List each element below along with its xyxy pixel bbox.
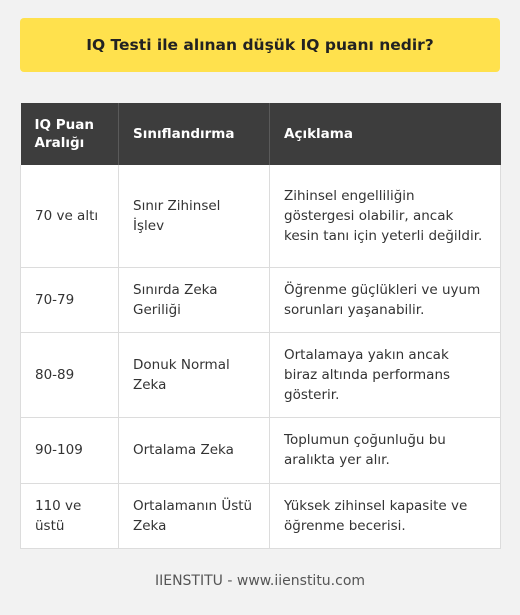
cell-iq-range: 70 ve altı	[21, 165, 119, 267]
cell-classification: Sınırda Zeka Geriliği	[119, 267, 270, 332]
table-row	[21, 267, 501, 332]
cell-classification: Donuk Normal Zeka	[119, 332, 270, 417]
cell-iq-range: 80-89	[21, 332, 119, 417]
table-row	[21, 483, 501, 548]
iq-table	[20, 103, 501, 549]
header-iq-range: IQ Puan Aralığı	[21, 103, 119, 165]
cell-description: Toplumun çoğunluğu bu aralıkta yer alır.	[270, 417, 501, 483]
title-banner	[20, 18, 500, 72]
table-header-row	[21, 103, 501, 165]
cell-classification: Ortalama Zeka	[119, 417, 270, 483]
footer-credit: IIENSTITU - www.iienstitu.com	[154, 573, 366, 589]
cell-iq-range: 90-109	[21, 417, 119, 483]
table-row	[21, 417, 501, 483]
cell-description: Öğrenme güçlükleri ve uyum sorunları yaşanabilir.	[270, 267, 501, 332]
table-row	[21, 165, 501, 267]
cell-description: Zihinsel engelliliğin göstergesi olabilir, ancak kesin tanı için yeterli değildir.	[270, 165, 501, 267]
cell-iq-range: 110 ve üstü	[21, 483, 119, 548]
cell-classification: Sınır Zihinsel İşlev	[119, 165, 270, 267]
cell-classification: Ortalamanın Üstü Zeka	[119, 483, 270, 548]
table-row	[21, 332, 501, 417]
cell-description: Ortalamaya yakın ancak biraz altında performans gösterir.	[270, 332, 501, 417]
header-description: Açıklama	[270, 103, 501, 165]
cell-iq-range: 70-79	[21, 267, 119, 332]
cell-description: Yüksek zihinsel kapasite ve öğrenme becerisi.	[270, 483, 501, 548]
header-classification: Sınıflandırma	[119, 103, 270, 165]
page-title: IQ Testi ile alınan düşük IQ puanı nedir?	[86, 36, 434, 54]
